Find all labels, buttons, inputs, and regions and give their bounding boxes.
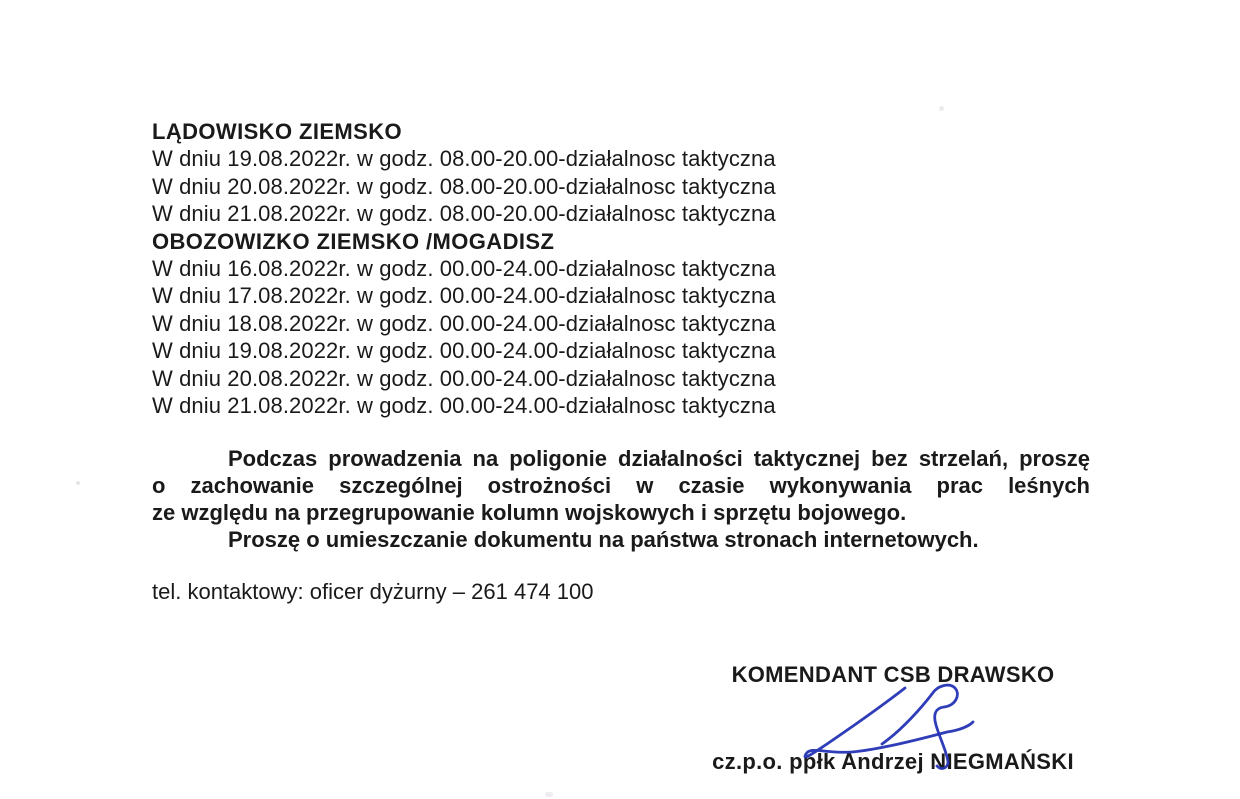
section-heading-obozowizko: OBOZOWIZKO ZIEMSKO /MOGADISZ <box>152 228 555 254</box>
schedule-section <box>152 118 872 419</box>
notice-line: Podczas prowadzenia na poligonie działalności taktycznej bez strzelań, proszę <box>228 446 1090 471</box>
signoff-title: KOMENDANT CSB DRAWSKO <box>731 662 1055 687</box>
schedule-entry: W dniu 17.08.2022r. w godz. 00.00-24.00-działalnosc taktyczna <box>152 283 776 309</box>
signoff-signer-name: cz.p.o. ppłk Andrzej NIEGMAŃSKI <box>712 749 1074 774</box>
schedule-entry: W dniu 21.08.2022r. w godz. 08.00-20.00-działalnosc taktyczna <box>152 201 776 227</box>
scan-speck <box>939 106 944 111</box>
schedule-entry: W dniu 20.08.2022r. w godz. 00.00-24.00-działalnosc taktyczna <box>152 365 776 391</box>
contact-line: tel. kontaktowy: oficer dyżurny – 261 474 100 <box>152 579 594 604</box>
schedule-entry: W dniu 20.08.2022r. w godz. 08.00-20.00-działalnosc taktyczna <box>152 173 776 199</box>
schedule-entry: W dniu 21.08.2022r. w godz. 00.00-24.00-działalnosc taktyczna <box>152 393 776 419</box>
scan-speck <box>545 792 553 797</box>
notice-line: Proszę o umieszczanie dokumentu na państwa stronach internetowych. <box>228 527 979 552</box>
notice-paragraph <box>152 445 1090 553</box>
schedule-entry: W dniu 16.08.2022r. w godz. 00.00-24.00-działalnosc taktyczna <box>152 256 776 282</box>
schedule-entry: W dniu 19.08.2022r. w godz. 00.00-24.00-działalnosc taktyczna <box>152 338 776 364</box>
section-heading-ladowisko: LĄDOWISKO ZIEMSKO <box>152 119 403 144</box>
scan-speck <box>76 481 80 485</box>
schedule-entry: W dniu 19.08.2022r. w godz. 08.00-20.00-działalnosc taktyczna <box>152 146 776 172</box>
schedule-entry: W dniu 18.08.2022r. w godz. 00.00-24.00-działalnosc taktyczna <box>152 310 776 336</box>
notice-line: o zachowanie szczególnej ostrożności w czasie wykonywania prac leśnych <box>152 473 1090 498</box>
notice-line: ze względu na przegrupowanie kolumn wojskowych i sprzętu bojowego. <box>152 500 907 525</box>
signoff-block <box>640 661 1146 775</box>
